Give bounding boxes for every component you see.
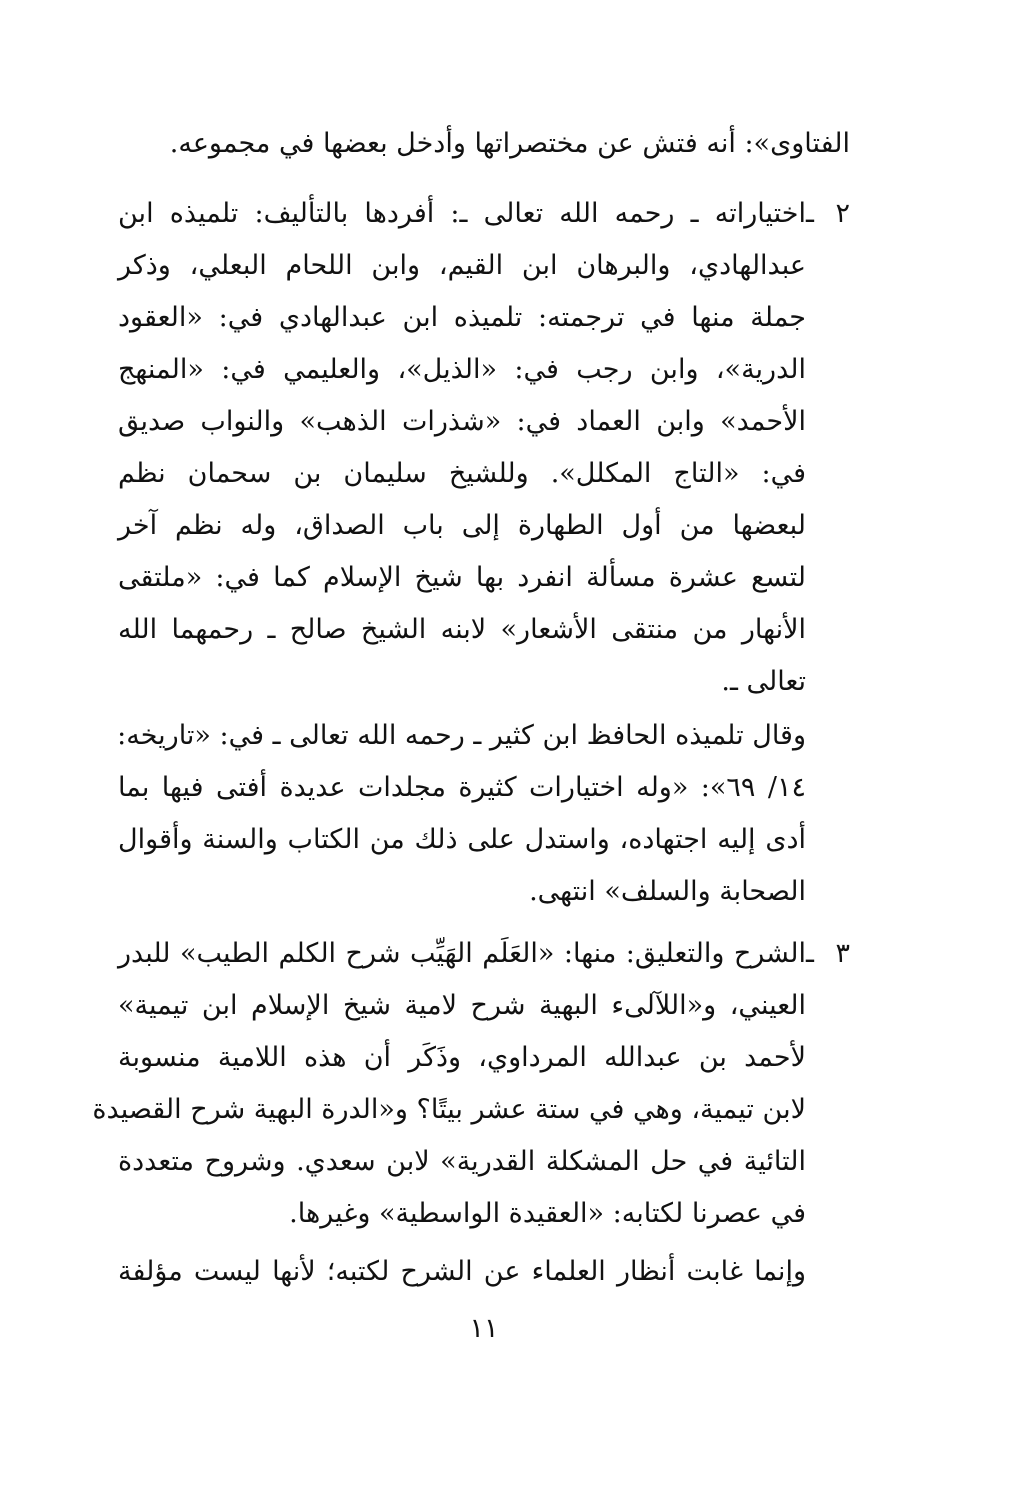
text-line-13: ١٤/ ٦٩»: «وله اختيارات كثيرة مجلدات عديدة أفتى فيها بما bbox=[118, 772, 806, 803]
text-line-7: في: «التاج المكلل». وللشيخ سليمان بن سحمان نظم bbox=[118, 458, 806, 489]
text-line-16-body: الشرح والتعليق: منها: «العَلَم الهَيِّب شرح الكلم الطيب» للبدر bbox=[118, 938, 806, 969]
item-number-3: ٣ ـ bbox=[806, 938, 850, 969]
page-number: ١١ bbox=[469, 1313, 499, 1344]
text-line-3: عبدالهادي، والبرهان ابن القيم، وابن اللحام البعلي، وذكر bbox=[118, 250, 806, 281]
text-line-18: لأحمد بن عبدالله المرداوي، وذَكَر أن هذه اللامية منسوبة bbox=[118, 1042, 806, 1073]
text-line-11: تعالى ـ. bbox=[721, 666, 806, 697]
text-line-5: الدرية»، وابن رجب في: «الذيل»، والعليمي في: «المنهج bbox=[118, 354, 806, 385]
text-line-1: الفتاوى»: أنه فتش عن مختصراتها وأدخل بعضها في مجموعه. bbox=[169, 128, 850, 159]
text-line-12: وقال تلميذه الحافظ ابن كثير ـ رحمه الله تعالى ـ في: «تاريخه: bbox=[117, 720, 806, 751]
item-number-2: ٢ ـ bbox=[806, 198, 850, 229]
text-line-8: لبعضها من أول الطهارة إلى باب الصداق، وله نظم آخر bbox=[118, 510, 806, 541]
text-line-14: أدى إليه اجتهاده، واستدل على ذلك من الكتاب والسنة وأقوال bbox=[118, 824, 806, 855]
text-line-9: لتسع عشرة مسألة انفرد بها شيخ الإسلام كما في: «ملتقى bbox=[118, 562, 806, 593]
text-line-10: الأنهار من منتقى الأشعار» لابنه الشيخ صالح ـ رحمهما الله bbox=[118, 614, 806, 645]
text-line-16 bbox=[118, 932, 850, 976]
text-line-17: العيني، و«اللآلىء البهية شرح لامية شيخ الإسلام ابن تيمية» bbox=[118, 990, 806, 1021]
text-line-19: لابن تيمية، وهي في ستة عشر بيتًا؟ و«الدرة البهية شرح القصيدة bbox=[92, 1094, 806, 1125]
text-line-15: الصحابة والسلف» انتهى. bbox=[529, 876, 806, 907]
document-page bbox=[92, 118, 850, 1388]
text-line-21: في عصرنا لكتابه: «العقيدة الواسطية» وغيرها. bbox=[289, 1198, 806, 1229]
text-line-6: الأحمد» وابن العماد في: «شذرات الذهب» والنواب صديق bbox=[118, 406, 806, 437]
text-line-2-body: اختياراته ـ رحمه الله تعالى ـ: أفردها بالتأليف: تلميذه ابن bbox=[118, 198, 806, 229]
text-line-2 bbox=[118, 192, 850, 236]
text-line-4: جملة منها في ترجمته: تلميذه ابن عبدالهادي في: «العقود bbox=[118, 302, 806, 333]
text-line-22: وإنما غابت أنظار العلماء عن الشرح لكتبه؛ لأنها ليست مؤلفة bbox=[118, 1256, 806, 1287]
text-line-20: التائية في حل المشكلة القدرية» لابن سعدي. وشروح متعددة bbox=[118, 1146, 806, 1177]
